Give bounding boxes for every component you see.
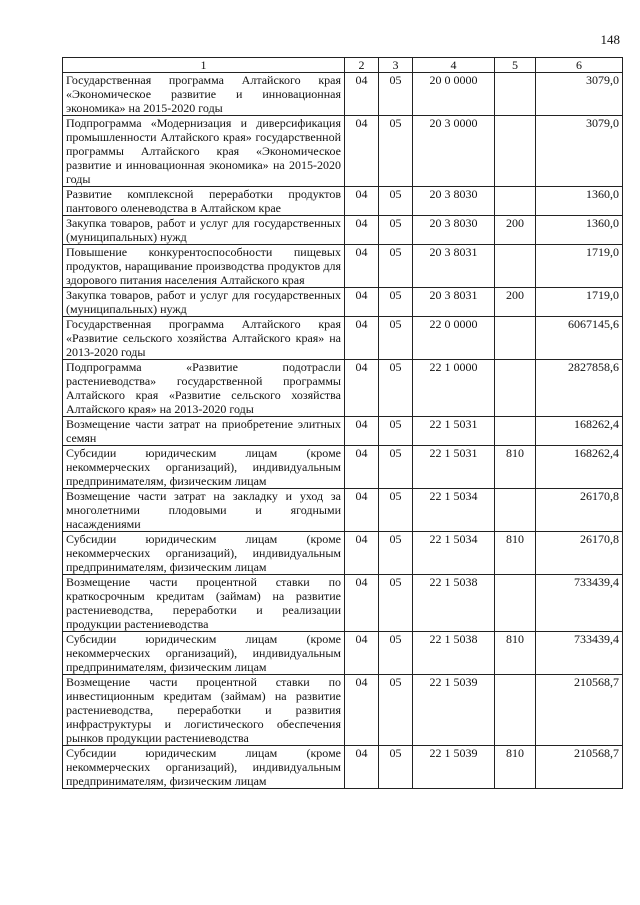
item-name-cell: Государственная программа Алтайского края «Экономическое развитие и инновационная экономика» на 2015-2020 годы bbox=[63, 73, 345, 116]
table-row bbox=[63, 216, 623, 245]
table-row bbox=[63, 532, 623, 575]
table-row bbox=[63, 632, 623, 675]
expense-type-cell bbox=[495, 245, 536, 288]
subsection-code-cell: 05 bbox=[379, 187, 413, 216]
target-article-cell: 20 3 8031 bbox=[413, 245, 495, 288]
target-article-cell: 20 3 0000 bbox=[413, 116, 495, 187]
target-article-cell: 22 1 5039 bbox=[413, 746, 495, 789]
expense-type-cell bbox=[495, 360, 536, 417]
amount-cell: 210568,7 bbox=[536, 675, 623, 746]
item-name-cell: Подпрограмма «Развитие подотрасли растениеводства» государственной программы Алтайского края «Развитие сельского хозяйства Алтайского края» на 2013-2020 годы bbox=[63, 360, 345, 417]
item-name-cell: Повышение конкурентоспособности пищевых продуктов, наращивание производства продуктов для здорового питания населения Алтайского края bbox=[63, 245, 345, 288]
amount-cell: 6067145,6 bbox=[536, 317, 623, 360]
item-name-cell: Субсидии юридическим лицам (кроме некоммерческих организаций), индивидуальным предпринимателям, физическим лицам bbox=[63, 632, 345, 675]
table-row bbox=[63, 446, 623, 489]
item-name-cell: Закупка товаров, работ и услуг для государственных (муниципальных) нужд bbox=[63, 216, 345, 245]
target-article-cell: 20 3 8030 bbox=[413, 216, 495, 245]
column-header: 5 bbox=[495, 58, 536, 73]
expense-type-cell bbox=[495, 116, 536, 187]
amount-cell: 1719,0 bbox=[536, 288, 623, 317]
table-row bbox=[63, 317, 623, 360]
table-row bbox=[63, 675, 623, 746]
table-row bbox=[63, 187, 623, 216]
expense-type-cell bbox=[495, 675, 536, 746]
amount-cell: 2827858,6 bbox=[536, 360, 623, 417]
amount-cell: 733439,4 bbox=[536, 575, 623, 632]
section-code-cell: 04 bbox=[345, 73, 379, 116]
table-row bbox=[63, 575, 623, 632]
item-name-cell: Развитие комплексной переработки продуктов пантового оленеводства в Алтайском крае bbox=[63, 187, 345, 216]
section-code-cell: 04 bbox=[345, 632, 379, 675]
section-code-cell: 04 bbox=[345, 489, 379, 532]
amount-cell: 168262,4 bbox=[536, 417, 623, 446]
item-name-cell: Возмещение части затрат на приобретение элитных семян bbox=[63, 417, 345, 446]
item-name-cell: Государственная программа Алтайского края «Развитие сельского хозяйства Алтайского края» на 2013-2020 годы bbox=[63, 317, 345, 360]
amount-cell: 1360,0 bbox=[536, 216, 623, 245]
column-header: 1 bbox=[63, 58, 345, 73]
expense-type-cell bbox=[495, 187, 536, 216]
subsection-code-cell: 05 bbox=[379, 116, 413, 187]
amount-cell: 1719,0 bbox=[536, 245, 623, 288]
section-code-cell: 04 bbox=[345, 360, 379, 417]
section-code-cell: 04 bbox=[345, 675, 379, 746]
subsection-code-cell: 05 bbox=[379, 446, 413, 489]
table-row bbox=[63, 417, 623, 446]
expense-type-cell bbox=[495, 73, 536, 116]
column-header: 3 bbox=[379, 58, 413, 73]
column-header: 4 bbox=[413, 58, 495, 73]
subsection-code-cell: 05 bbox=[379, 746, 413, 789]
section-code-cell: 04 bbox=[345, 116, 379, 187]
expense-type-cell: 200 bbox=[495, 216, 536, 245]
target-article-cell: 22 1 5031 bbox=[413, 446, 495, 489]
subsection-code-cell: 05 bbox=[379, 360, 413, 417]
item-name-cell: Закупка товаров, работ и услуг для государственных (муниципальных) нужд bbox=[63, 288, 345, 317]
expense-type-cell bbox=[495, 489, 536, 532]
amount-cell: 26170,8 bbox=[536, 532, 623, 575]
amount-cell: 210568,7 bbox=[536, 746, 623, 789]
subsection-code-cell: 05 bbox=[379, 73, 413, 116]
table-row bbox=[63, 746, 623, 789]
target-article-cell: 20 3 8030 bbox=[413, 187, 495, 216]
target-article-cell: 22 1 5038 bbox=[413, 575, 495, 632]
item-name-cell: Возмещение части процентной ставки по краткосрочным кредитам (займам) на развитие растениеводства, переработки и реализации продукции растениеводства bbox=[63, 575, 345, 632]
section-code-cell: 04 bbox=[345, 575, 379, 632]
target-article-cell: 22 1 0000 bbox=[413, 360, 495, 417]
section-code-cell: 04 bbox=[345, 245, 379, 288]
target-article-cell: 22 1 5039 bbox=[413, 675, 495, 746]
table-row bbox=[63, 116, 623, 187]
expense-type-cell bbox=[495, 417, 536, 446]
amount-cell: 3079,0 bbox=[536, 73, 623, 116]
amount-cell: 168262,4 bbox=[536, 446, 623, 489]
item-name-cell: Подпрограмма «Модернизация и диверсификация промышленности Алтайского края» государственной программы Алтайского края «Экономическое развитие и инновационная экономика» на 2015-2020 годы bbox=[63, 116, 345, 187]
subsection-code-cell: 05 bbox=[379, 532, 413, 575]
expense-type-cell bbox=[495, 317, 536, 360]
target-article-cell: 22 1 5031 bbox=[413, 417, 495, 446]
target-article-cell: 20 0 0000 bbox=[413, 73, 495, 116]
section-code-cell: 04 bbox=[345, 288, 379, 317]
section-code-cell: 04 bbox=[345, 216, 379, 245]
subsection-code-cell: 05 bbox=[379, 245, 413, 288]
expense-type-cell: 810 bbox=[495, 532, 536, 575]
expense-type-cell: 810 bbox=[495, 446, 536, 489]
amount-cell: 3079,0 bbox=[536, 116, 623, 187]
section-code-cell: 04 bbox=[345, 187, 379, 216]
budget-table bbox=[62, 57, 623, 789]
target-article-cell: 22 1 5034 bbox=[413, 489, 495, 532]
section-code-cell: 04 bbox=[345, 446, 379, 489]
section-code-cell: 04 bbox=[345, 532, 379, 575]
subsection-code-cell: 05 bbox=[379, 317, 413, 360]
table-row bbox=[63, 73, 623, 116]
subsection-code-cell: 05 bbox=[379, 489, 413, 532]
subsection-code-cell: 05 bbox=[379, 288, 413, 317]
header-row bbox=[63, 58, 623, 73]
subsection-code-cell: 05 bbox=[379, 417, 413, 446]
expense-type-cell: 810 bbox=[495, 632, 536, 675]
section-code-cell: 04 bbox=[345, 417, 379, 446]
subsection-code-cell: 05 bbox=[379, 632, 413, 675]
item-name-cell: Субсидии юридическим лицам (кроме некоммерческих организаций), индивидуальным предпринимателям, физическим лицам bbox=[63, 446, 345, 489]
target-article-cell: 22 0 0000 bbox=[413, 317, 495, 360]
table-row bbox=[63, 288, 623, 317]
column-header: 2 bbox=[345, 58, 379, 73]
subsection-code-cell: 05 bbox=[379, 216, 413, 245]
table-row bbox=[63, 489, 623, 532]
target-article-cell: 22 1 5034 bbox=[413, 532, 495, 575]
amount-cell: 26170,8 bbox=[536, 489, 623, 532]
section-code-cell: 04 bbox=[345, 746, 379, 789]
target-article-cell: 20 3 8031 bbox=[413, 288, 495, 317]
table-row bbox=[63, 245, 623, 288]
subsection-code-cell: 05 bbox=[379, 675, 413, 746]
expense-type-cell: 810 bbox=[495, 746, 536, 789]
item-name-cell: Субсидии юридическим лицам (кроме некоммерческих организаций), индивидуальным предпринимателям, физическим лицам bbox=[63, 532, 345, 575]
item-name-cell: Возмещение части затрат на закладку и уход за многолетними плодовыми и ягодными насаждениями bbox=[63, 489, 345, 532]
amount-cell: 733439,4 bbox=[536, 632, 623, 675]
item-name-cell: Возмещение части процентной ставки по инвестиционным кредитам (займам) на развитие растениеводства, переработки и развития инфраструктуры и логистического обеспечения рынков продукции растениеводства bbox=[63, 675, 345, 746]
page-number: 148 bbox=[600, 32, 620, 47]
column-header: 6 bbox=[536, 58, 623, 73]
subsection-code-cell: 05 bbox=[379, 575, 413, 632]
expense-type-cell bbox=[495, 575, 536, 632]
amount-cell: 1360,0 bbox=[536, 187, 623, 216]
table-row bbox=[63, 360, 623, 417]
section-code-cell: 04 bbox=[345, 317, 379, 360]
target-article-cell: 22 1 5038 bbox=[413, 632, 495, 675]
item-name-cell: Субсидии юридическим лицам (кроме некоммерческих организаций), индивидуальным предпринимателям, физическим лицам bbox=[63, 746, 345, 789]
expense-type-cell: 200 bbox=[495, 288, 536, 317]
